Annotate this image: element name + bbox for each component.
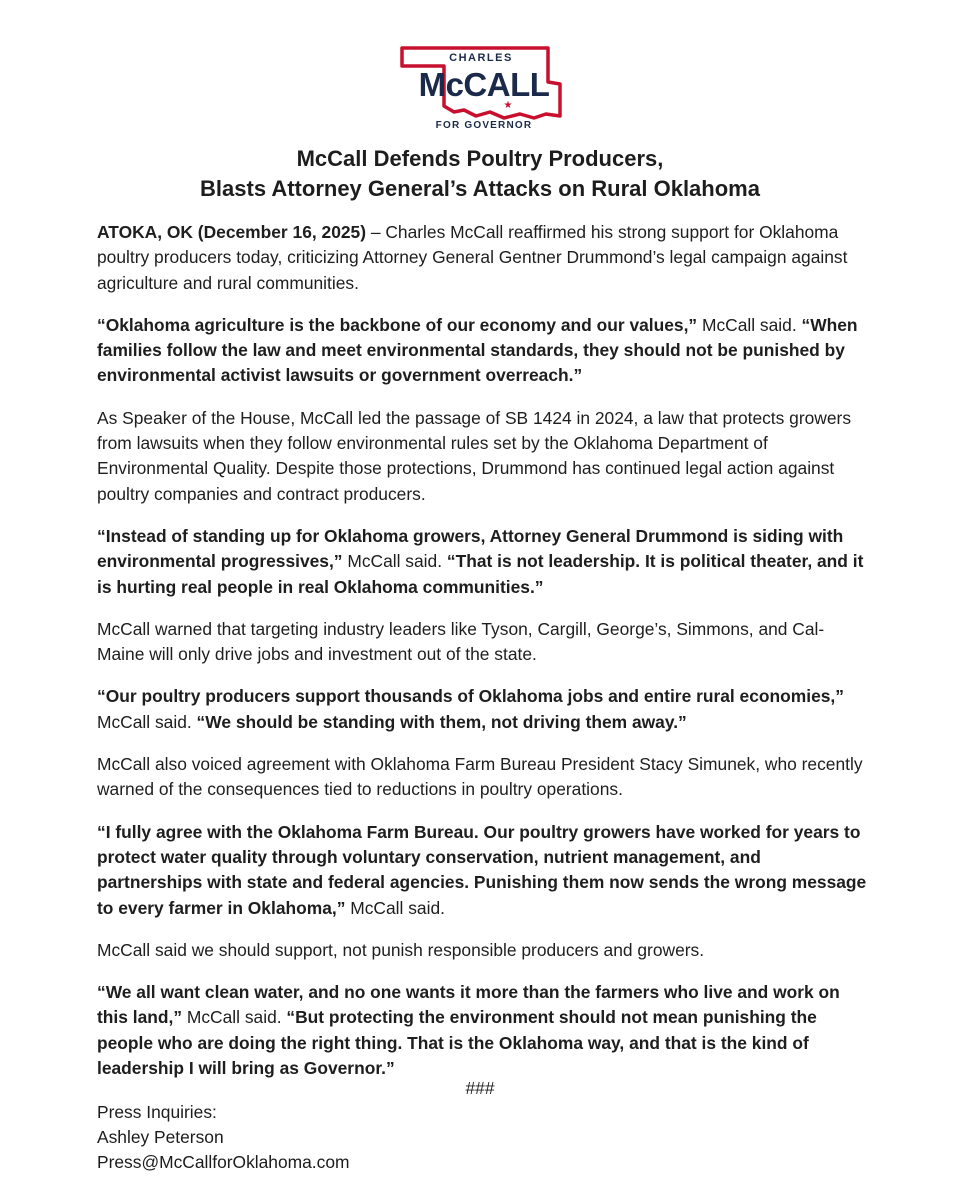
logo-bottom-text: FOR GOVERNOR — [435, 120, 533, 131]
end-mark: ### — [465, 1078, 495, 1098]
paragraph-1-text: – Charles McCall reaffirmed his strong support for Oklahoma poultry producers today, criticizing Attorney General Gentner Drummond’s legal campaign against agriculture and rural communities. — [97, 222, 848, 293]
quote: “That is not leadership. It is political theater, and it is hurting real people in real Oklahoma communities.” — [97, 551, 864, 597]
dateline: ATOKA, OK (December 16, 2025) — [97, 222, 367, 242]
quote: “When families follow the law and meet environmental standards, they should not be punished by environmental activist lawsuits or government overreach.” — [97, 314, 858, 386]
logo-top-text: CHARLES — [449, 52, 513, 64]
campaign-logo — [398, 44, 564, 132]
paragraph-3: As Speaker of the House, McCall led the passage of SB 1424 in 2024, a law that protects growers from lawsuits when they follow environmental rules set by the Oklahoma Department of Environmental Quality. Despite those protections, Drummond has continued legal action against poultry companies and contract producers. — [97, 407, 852, 504]
paragraph-7: McCall also voiced agreement with Oklahoma Farm Bureau President Stacy Simunek, who recently warned of the consequences tied to reductions in poultry operations. — [97, 754, 863, 800]
attribution: McCall said. — [97, 711, 197, 732]
oklahoma-outline-logo — [398, 44, 564, 132]
paragraph-9: McCall said we should support, not punish responsible producers and growers. — [97, 939, 705, 960]
quote: “Our poultry producers support thousands of Oklahoma jobs and entire rural economies,” — [97, 686, 844, 707]
quote: “Instead of standing up for Oklahoma growers, Attorney General Drummond is siding with environmental progressives,” — [97, 525, 844, 572]
attribution: McCall said. — [182, 1007, 287, 1028]
paragraph-1 — [97, 220, 867, 296]
logo-name: McCALL — [418, 66, 550, 103]
quote: “We should be standing with them, not driving them away.” — [196, 711, 687, 732]
paragraph-8 — [97, 820, 867, 921]
contact-email[interactable]: Press@McCallforOklahoma.com — [97, 1152, 350, 1172]
paragraph-4 — [97, 524, 867, 600]
quote: “I fully agree with the Oklahoma Farm Bureau. Our poultry growers have worked for years to protect water quality through voluntary conservation, nutrient management, and partnerships with state and federal agencies. Punishing them now sends the wrong message to every farmer in Oklahoma,” — [97, 821, 867, 918]
attribution: McCall said. — [342, 551, 447, 572]
paragraph-6 — [97, 684, 867, 735]
paragraph-2 — [97, 313, 867, 389]
attribution: McCall said. — [697, 314, 802, 335]
quote: “Oklahoma agriculture is the backbone of our economy and our values,” — [97, 314, 698, 335]
headline — [0, 144, 960, 204]
paragraph-10 — [97, 980, 867, 1081]
headline-line-1: McCall Defends Poultry Producers, — [296, 146, 664, 171]
press-release-body — [97, 220, 867, 1098]
attribution: McCall said. — [345, 897, 445, 918]
quote: “We all want clean water, and no one wants it more than the farmers who live and work on this land,” — [97, 982, 840, 1028]
paragraph-5: McCall warned that targeting industry leaders like Tyson, Cargill, George’s, Simmons, and Cal-Maine will only drive jobs and investment out of the state. — [97, 618, 825, 665]
headline-line-2: Blasts Attorney General’s Attacks on Rural Oklahoma — [200, 176, 760, 201]
contact-name: Ashley Peterson — [97, 1127, 224, 1147]
press-contact — [97, 1100, 350, 1175]
contact-label: Press Inquiries: — [97, 1102, 217, 1122]
star-icon: ★ — [503, 100, 513, 111]
quote: “But protecting the environment should not mean punishing the people who are doing the right thing. That is the Oklahoma way, and that is the kind of leadership I will bring as Governor.” — [97, 1007, 817, 1079]
